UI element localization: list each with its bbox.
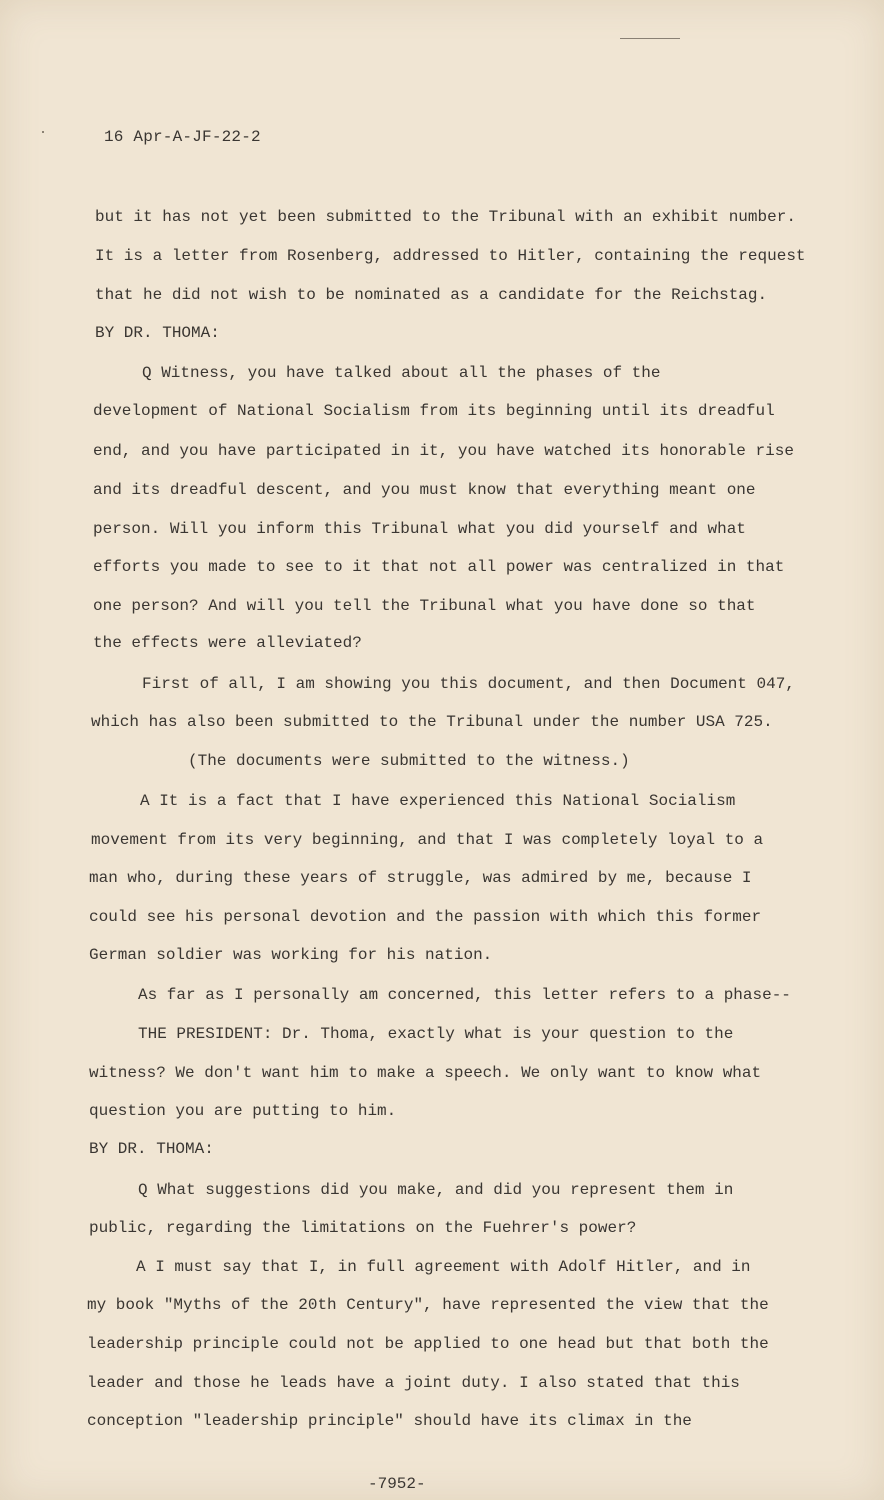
text-line: but it has not yet been submitted to the Tribunal with an exhibit number. <box>95 208 796 226</box>
stage-direction: (The documents were submitted to the witness.) <box>188 752 630 770</box>
text-line: leader and those he leads have a joint duty. I also stated that this <box>87 1374 740 1392</box>
text-line: witness? We don't want him to make a speech. We only want to know what <box>89 1064 762 1082</box>
text-line: conception "leadership principle" should have its climax in the <box>87 1412 692 1430</box>
text-line: end, and you have participated in it, you have watched its honorable rise <box>93 442 794 460</box>
text-line: the effects were alleviated? <box>93 634 362 652</box>
text-line: and its dreadful descent, and you must know that everything meant one <box>93 481 756 499</box>
speaker-label: BY DR. THOMA: <box>95 324 220 342</box>
text-line: It is a letter from Rosenberg, addressed to Hitler, containing the request <box>95 247 806 265</box>
answer-line: A It is a fact that I have experienced this National Socialism <box>140 792 736 810</box>
text-line: question you are putting to him. <box>89 1102 397 1120</box>
page-number: -7952- <box>368 1475 426 1493</box>
speaker-line: THE PRESIDENT: Dr. Thoma, exactly what is your question to the <box>138 1025 734 1043</box>
question-line: Q Witness, you have talked about all the phases of the <box>142 364 661 382</box>
speaker-label: BY DR. THOMA: <box>89 1140 214 1158</box>
text-line: efforts you made to see to it that not all power was centralized in that <box>93 558 785 576</box>
text-line: German soldier was working for his nation. <box>89 946 493 964</box>
text-line: man who, during these years of struggle, was admired by me, because I <box>89 869 752 887</box>
text-line: could see his personal devotion and the passion with which this former <box>89 908 762 926</box>
text-line: my book "Myths of the 20th Century", have represented the view that the <box>87 1296 769 1314</box>
text-line: that he did not wish to be nominated as a candidate for the Reichstag. <box>95 286 768 304</box>
page-header: 16 Apr-A-JF-22-2 <box>104 128 261 146</box>
text-line: which has also been submitted to the Tribunal under the number USA 725. <box>91 713 773 731</box>
text-line: movement from its very beginning, and that I was completely loyal to a <box>91 831 764 849</box>
text-line: development of National Socialism from its beginning until its dreadful <box>93 402 775 420</box>
question-line: Q What suggestions did you make, and did you represent them in <box>138 1181 734 1199</box>
text-line: one person? And will you tell the Tribunal what you have done so that <box>93 597 756 615</box>
ink-speck <box>42 131 44 133</box>
answer-line: A I must say that I, in full agreement with Adolf Hitler, and in <box>136 1258 751 1276</box>
text-line: person. Will you inform this Tribunal what you did yourself and what <box>93 520 746 538</box>
text-line: public, regarding the limitations on the Fuehrer's power? <box>89 1219 637 1237</box>
text-line: First of all, I am showing you this document, and then Document 047, <box>142 675 795 693</box>
text-line: As far as I personally am concerned, this letter refers to a phase-- <box>138 986 791 1004</box>
text-line: leadership principle could not be applied to one head but that both the <box>87 1335 769 1353</box>
pencil-mark <box>620 38 680 39</box>
